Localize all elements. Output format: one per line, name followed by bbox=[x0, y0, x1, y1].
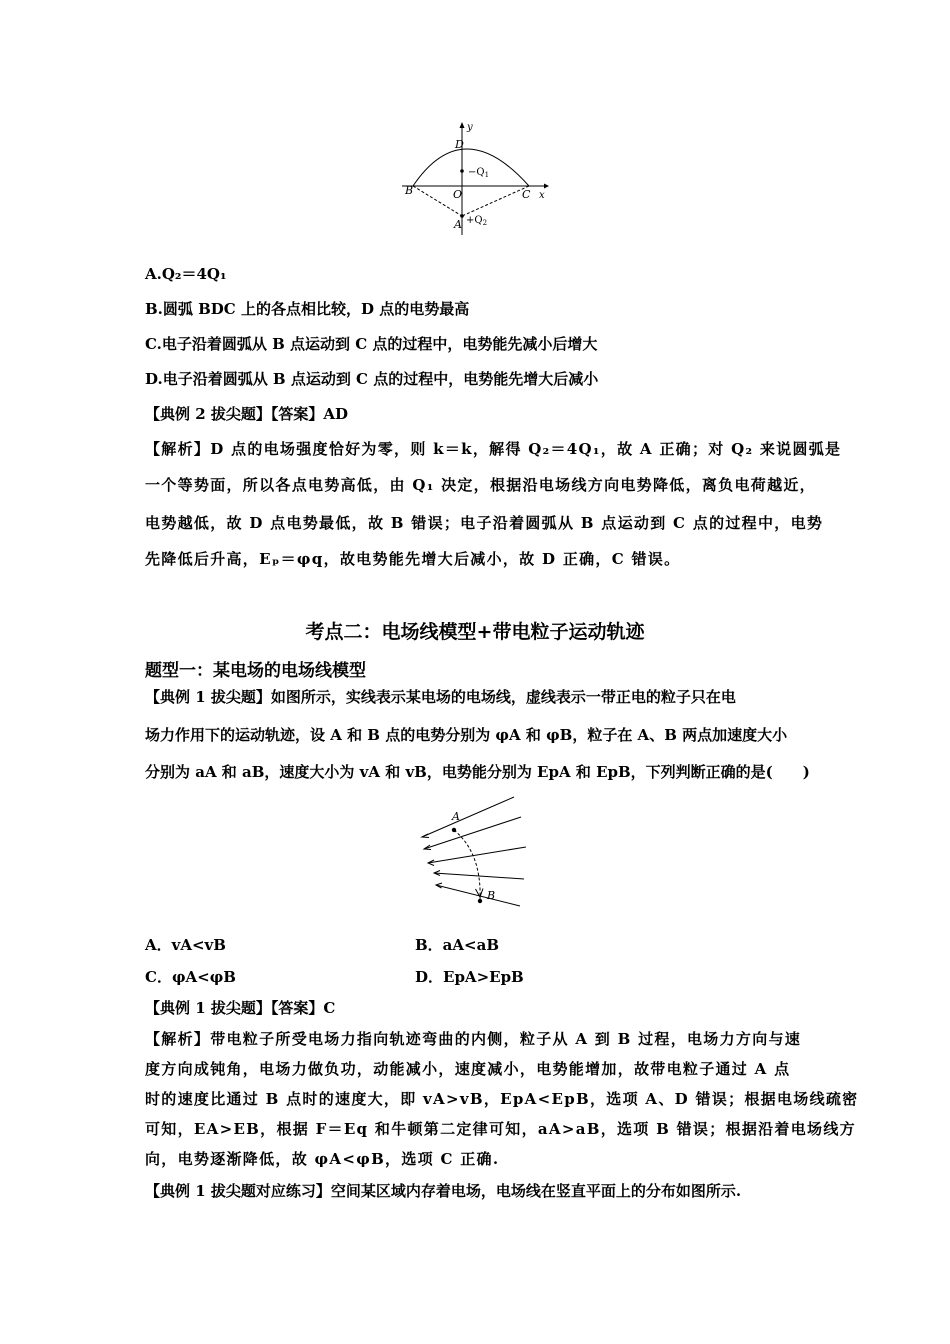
q2-analysis-line-4: 可知，EA>EB，根据 F＝Eq 和牛顿第二定律可知，aA>aB，选项 B 错误；根据沿着电场线方 bbox=[145, 1120, 856, 1138]
sub-title: 题型一：某电场的电场线模型 bbox=[145, 661, 366, 681]
label-q2: $+Q_2$ bbox=[466, 215, 488, 227]
label-D: D bbox=[455, 138, 464, 151]
label-y: y bbox=[467, 122, 473, 133]
q1-option-b: B.圆弧 BDC 上的各点相比较，D 点的电势最高 bbox=[145, 300, 470, 318]
analysis-tag: 【解析】 bbox=[145, 440, 211, 458]
q2-analysis-line-1: 【解析】带电粒子所受电场力指向轨迹弯曲的内侧，粒子从 A 到 B 过程，电场力方向与速 bbox=[145, 1030, 802, 1048]
q1-option-a: A.Q₂＝4Q₁ bbox=[145, 265, 227, 283]
dashed-CA bbox=[462, 186, 529, 216]
label-x: x bbox=[539, 190, 545, 201]
q1-option-c: C.电子沿着圆弧从 B 点运动到 C 点的过程中，电势能先减小后增大 bbox=[145, 335, 598, 353]
q1-analysis-line-1: 【解析】D 点的电场强度恰好为零，则 k＝k，解得 Q₂＝4Q₁，故 A 正确；对 Q₂ 来说圆弧是 bbox=[145, 440, 842, 458]
analysis-tag: 【解析】 bbox=[145, 1030, 211, 1048]
field-line-2 bbox=[424, 817, 521, 849]
label-q1: $-Q_1$ bbox=[468, 167, 490, 179]
x-axis-arrow bbox=[544, 184, 549, 189]
label-A: A bbox=[454, 218, 462, 231]
q1-answer: 【典例 2 拔尖题】【答案】AD bbox=[145, 405, 349, 423]
label-C: C bbox=[522, 188, 531, 201]
label-A: A bbox=[452, 810, 460, 823]
field-line-5 bbox=[436, 885, 520, 906]
label-B: B bbox=[405, 184, 414, 197]
field-line-1 bbox=[422, 797, 514, 837]
q2-analysis-line-2: 度方向成钝角，电场力做负功，动能减小，速度减小，电势能增加，故带电粒子通过 A 点 bbox=[145, 1060, 791, 1078]
q2-stem-line-2: 场力作用下的运动轨迹，设 A 和 B 点的电势分别为 φA 和 φB，粒子在 A、B 两点加速度大小 bbox=[145, 726, 788, 744]
q1-analysis-line-4: 先降低后升高，Eₚ＝φq，故电势能先增大后减小，故 D 正确，C 错误。 bbox=[145, 550, 681, 568]
q2-answer: 【典例 1 拔尖题】【答案】C bbox=[145, 999, 336, 1017]
section-title: 考点二：电场线模型+带电粒子运动轨迹 bbox=[305, 621, 645, 643]
q1-analysis-line-2: 一个等势面，所以各点电势高低，由 Q₁ 决定，根据沿电场线方向电势降低，离负电荷越近， bbox=[145, 476, 816, 494]
figure-field-lines bbox=[418, 793, 526, 913]
q2-option-c: C．φA<φB bbox=[145, 968, 236, 986]
q2-option-a: A．vA<vB bbox=[145, 936, 226, 954]
charge-q1-dot bbox=[460, 169, 464, 173]
label-O: O bbox=[453, 188, 463, 201]
q2-analysis-line-5: 向，电势逐渐降低，故 φA<φB，选项 C 正确. bbox=[145, 1150, 500, 1168]
practice-line: 【典例 1 拔尖题对应练习】空间某区域内存着电场，电场线在竖直平面上的分布如图所示. bbox=[145, 1182, 742, 1200]
y-axis-arrow bbox=[460, 122, 465, 128]
q2-option-b: B．aA<aB bbox=[415, 936, 500, 954]
figure-charges-arc bbox=[400, 118, 550, 236]
field-line-3 bbox=[428, 847, 526, 863]
q2-analysis-line-3: 时的速度比通过 B 点时的速度大，即 vA>vB，EpA<EpB，选项 A、D 错误；根据电场线疏密 bbox=[145, 1090, 859, 1108]
q1-analysis-line-3: 电势越低，故 D 点电势最低，故 B 错误；电子沿着圆弧从 B 点运动到 C 点的过程中，电势 bbox=[145, 514, 824, 532]
q2-stem-line-1: 【典例 1 拔尖题】如图所示，实线表示某电场的电场线，虚线表示一带正电的粒子只在电 bbox=[145, 688, 736, 706]
point-b bbox=[478, 899, 482, 903]
label-B: B bbox=[487, 889, 496, 902]
point-a bbox=[452, 828, 456, 832]
q1-option-d: D.电子沿着圆弧从 B 点运动到 C 点的过程中，电势能先增大后减小 bbox=[145, 370, 599, 388]
q2-option-d: D．EpA>EpB bbox=[415, 968, 524, 986]
q2-stem-line-3: 分别为 aA 和 aB，速度大小为 vA 和 vB，电势能分别为 EpA 和 EpB，下列判断正确的是( ) bbox=[145, 763, 810, 781]
